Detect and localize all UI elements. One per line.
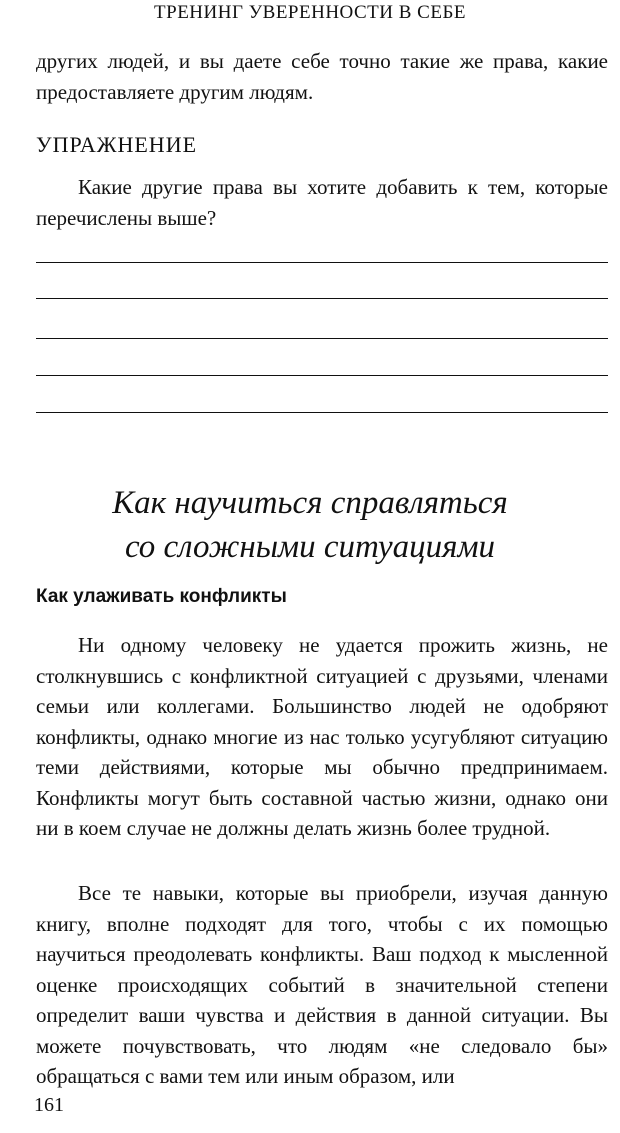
answer-line-5[interactable]: [36, 412, 608, 413]
section-title-line-1: Как научиться справляться: [112, 485, 508, 521]
exercise-title: УПРАЖНЕНИЕ: [36, 132, 198, 157]
body-paragraph-2: Все те навыки, которые вы приобрели, изучая данную книгу, вполне подходят для того, чтобы с их помощью научиться преодолевать конфликты. Ваш подход к мысленной оценке происходящих событий в значительной степени определит ваши чувства и действия в данной ситуации. Вы можете почувствовать, что людям «не следовало бы» обращаться с вами тем или иным образом, или: [36, 881, 608, 1088]
answer-line-2[interactable]: [36, 298, 608, 299]
answer-line-4[interactable]: [36, 375, 608, 376]
subsection-title: Как улаживать конфликты: [36, 586, 287, 607]
exercise-question: Какие другие права вы хотите добавить к тем, которые перечислены выше?: [36, 175, 608, 230]
page-number: 161: [34, 1094, 64, 1116]
intro-paragraph: других людей, и вы даете себе точно такие же права, какие предоставляете другим людям.: [36, 49, 608, 104]
section-title-line-2: со сложными ситуациями: [124, 529, 496, 565]
answer-line-3[interactable]: [36, 338, 608, 339]
answer-line-1[interactable]: [36, 262, 608, 263]
body-paragraph-1: Ни одному человеку не удается прожить жизнь, не столкнувшись с конфликтной ситуацией с друзьями, членами семьи или коллегами. Большинство людей не одобряют конфликты, однако многие из нас только усугубляют ситуацию теми действиями, которые мы обычно предпринимаем. Конфликты могут быть составной частью жизни, однако они ни в коем случае не должны делать жизнь более трудной.: [36, 633, 608, 840]
running-head: ТРЕНИНГ УВЕРЕННОСТИ В СЕБЕ: [154, 2, 466, 23]
